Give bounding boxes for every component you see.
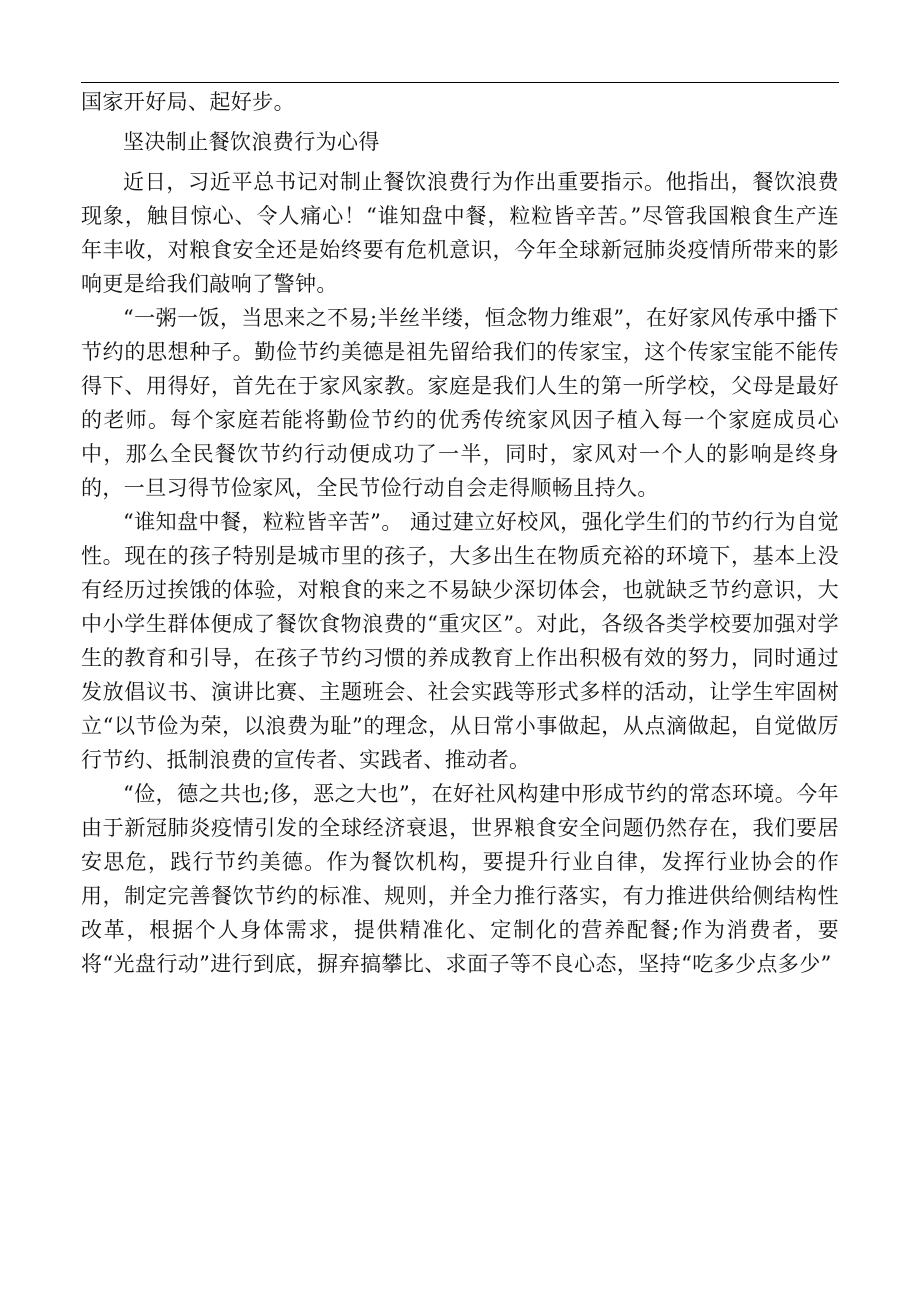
- paragraph: 近日，习近平总书记对制止餐饮浪费行为作出重要指示。他指出，餐饮浪费现象，触目惊心、令人痛心！“谁知盘中餐，粒粒皆辛苦。”尽管我国粮食生产连年丰收，对粮食安全还是始终要有危机意识，今年全球新冠肺炎疫情所带来的影响更是给我们敲响了警钟。: [81, 170, 839, 296]
- article-title: 坚决制止餐饮浪费行为心得: [123, 130, 380, 154]
- header-rule: [81, 82, 839, 83]
- paragraph: “俭，德之共也;侈，恶之大也”，在好社风构建中形成节约的常态环境。今年由于新冠肺炎疫情引发的全球经济衰退，世界粮食安全问题仍然存在，我们要居安思危，践行节约美德。作为餐饮机构，要提升行业自律，发挥行业协会的作用，制定完善餐饮节约的标准、规则，并全力推行落实，有力推进供给侧结构性改革，根据个人身体需求，提供精准化、定制化的营养配餐;作为消费者，要将“光盘行动”进行到底，摒弃搞攀比、求面子等不良心态，坚持“吃多少点多少”: [81, 782, 839, 976]
- paragraph: “谁知盘中餐，粒粒皆辛苦”。 通过建立好校风，强化学生们的节约行为自觉性。现在的孩子特别是城市里的孩子，大多出生在物质充裕的环境下，基本上没有经历过挨饿的体验，对粮食的来之不易缺少深切体会，也就缺乏节约意识，大中小学生群体便成了餐饮食物浪费的“重灾区”。对此，各级各类学校要加强对学生的教育和引导，在孩子节约习惯的养成教育上作出积极有效的努力，同时通过发放倡议书、演讲比赛、主题班会、社会实践等形式多样的活动，让学生牢固树立“以节俭为荣，以浪费为耻”的理念，从日常小事做起，从点滴做起，自觉做厉行节约、抵制浪费的宣传者、实践者、推动者。: [81, 510, 839, 772]
- paragraph: “一粥一饭，当思来之不易;半丝半缕，恒念物力维艰”，在好家风传承中播下节约的思想种子。勤俭节约美德是祖先留给我们的传家宝，这个传家宝能不能传得下、用得好，首先在于家风家教。家庭是我们人生的第一所学校，父母是最好的老师。每个家庭若能将勤俭节约的优秀传统家风因子植入每一个家庭成员心中，那么全民餐饮节约行动便成功了一半，同时，家风对一个人的影响是终身的，一旦习得节俭家风，全民节俭行动自会走得顺畅且持久。: [81, 306, 839, 500]
- document-body: [81, 85, 839, 981]
- paragraph-continuation: 国家开好局、起好步。: [81, 90, 295, 114]
